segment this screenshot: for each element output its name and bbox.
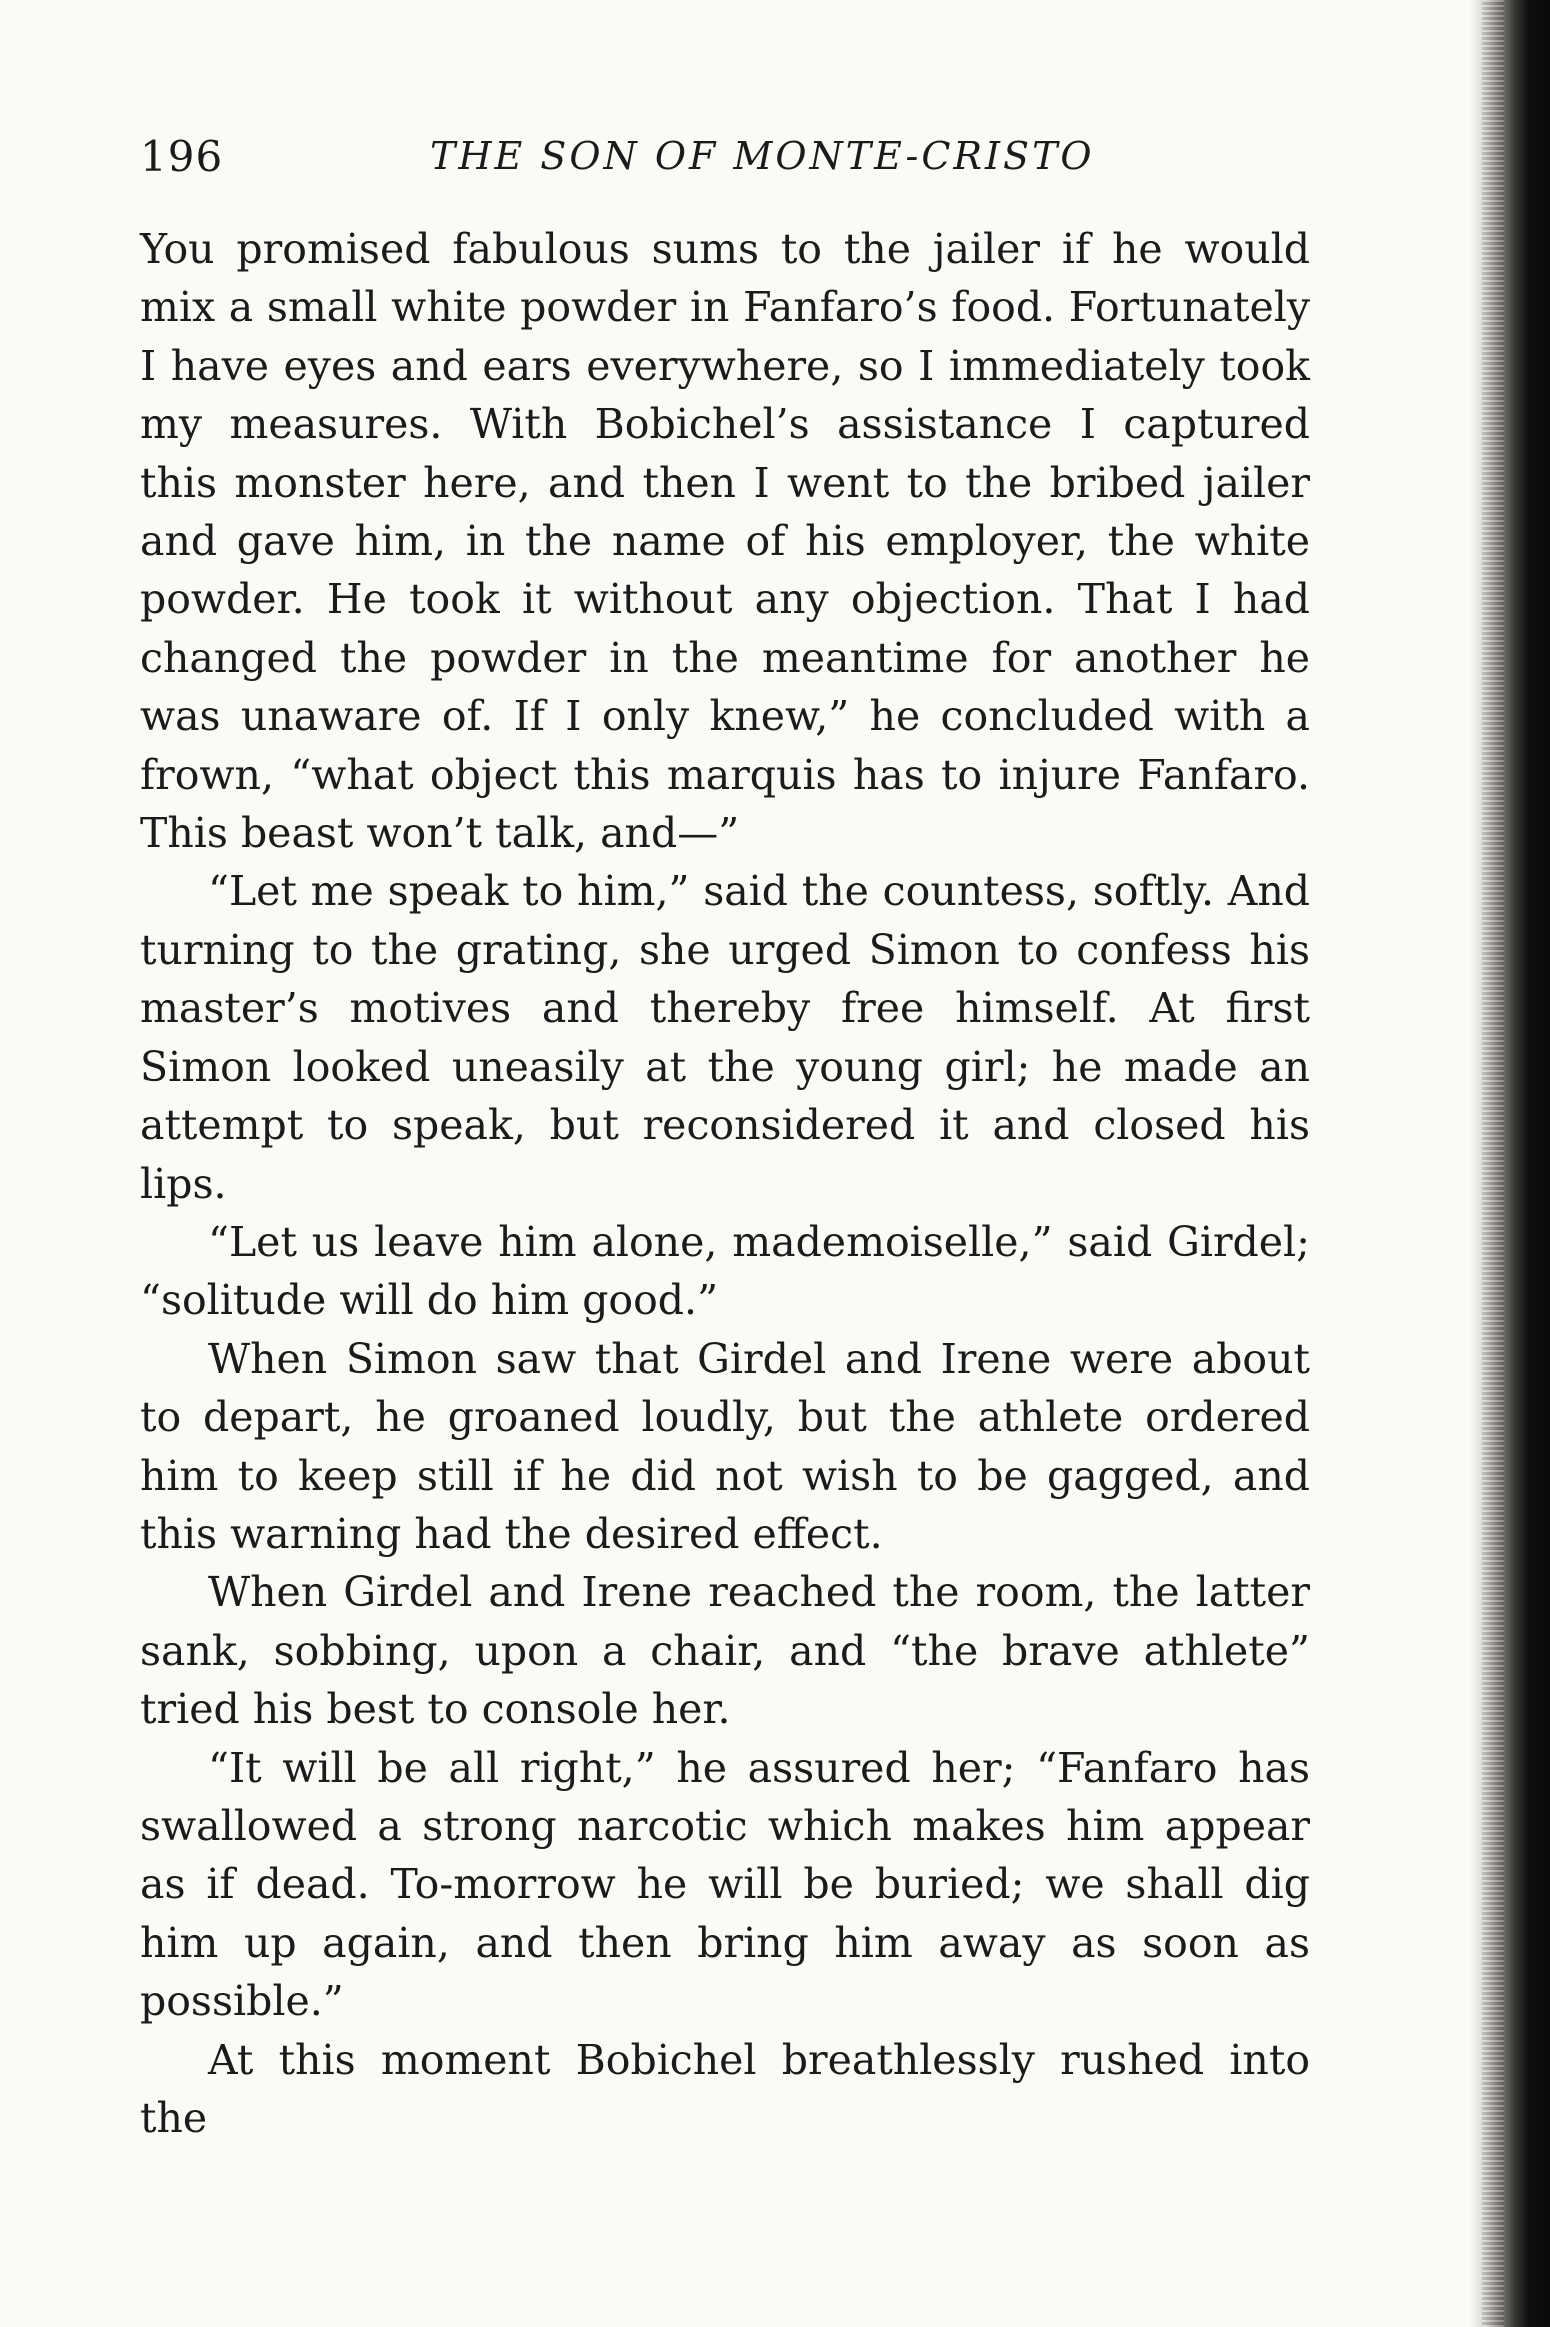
page-edge-texture xyxy=(1482,0,1504,2327)
paragraph: When Girdel and Irene reached the room, the latter sank, sobbing, upon a chair, and “the brave athlete” tried his best to console her. xyxy=(140,1568,1310,1734)
paragraph: When Simon saw that Girdel and Irene were about to depart, he groaned loudly, but the athlete ordered him to keep still if he did not wish to be gagged, and this warning had the desired effect. xyxy=(140,1334,1310,1558)
body-text xyxy=(140,220,1310,2147)
paragraph: You promised fabulous sums to the jailer if he would mix a small white powder in Fanfaro’s food. Fortunately I have eyes and ears everywhere, so I immediately took my measures. With Bobichel’s assistance I captured this monster here, and then I went to the bribed jailer and gave him, in the name of his employer, the white powder. He took it without any objection. That I had changed the powder in the meantime for another he was unaware of. If I only knew,” he concluded with a frown, “what object this marquis has to injure Fanfaro. This beast won’t talk, and—” xyxy=(140,225,1310,858)
paragraph: “It will be all right,” he assured her; “Fanfaro has swallowed a strong narcotic which makes him appear as if dead. To-morrow he will be buried; we shall dig him up again, and then bring him away as soon as possible.” xyxy=(140,1743,1310,2026)
paragraph: “Let me speak to him,” said the countess, softly. And turning to the grating, she urged Simon to confess his master’s motives and thereby free himself. At first Simon looked uneasily at the young girl; he made an attempt to speak, but reconsidered it and closed his lips. xyxy=(140,867,1310,1208)
paragraph: At this moment Bobichel breathlessly rushed into the xyxy=(140,2035,1310,2142)
page-header xyxy=(140,132,1310,192)
page-number: 196 xyxy=(140,132,224,181)
paragraph: “Let us leave him alone, mademoiselle,” said Girdel; “solitude will do him good.” xyxy=(140,1217,1310,1325)
running-title: THE SON OF MONTE-CRISTO xyxy=(430,134,1095,178)
